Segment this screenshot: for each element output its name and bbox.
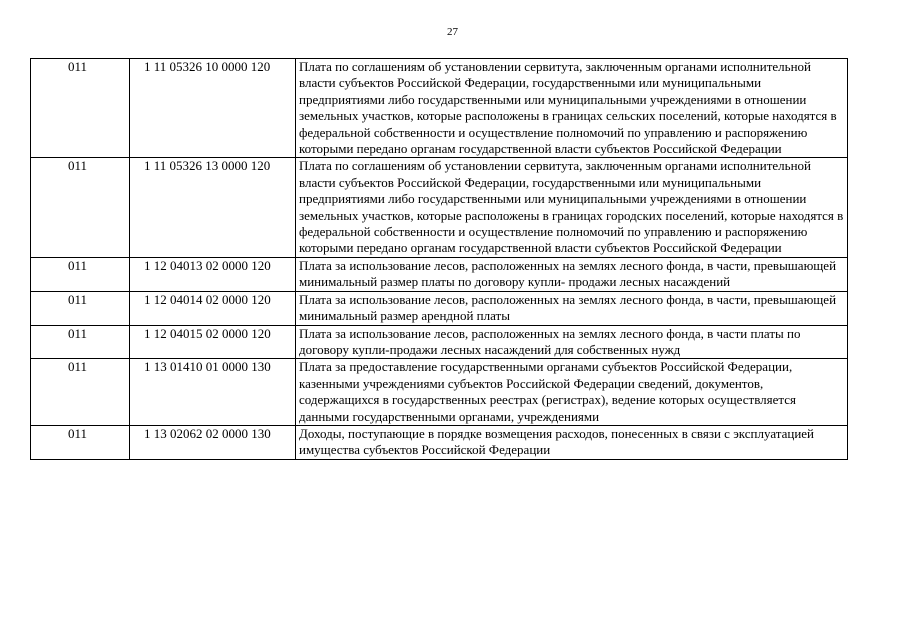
admin-code-cell: 011 <box>31 325 130 359</box>
admin-code-cell: 011 <box>31 257 130 291</box>
table-row <box>31 325 848 359</box>
table-row <box>31 291 848 325</box>
budget-code-cell: 1 13 02062 02 0000 130 <box>130 425 296 459</box>
admin-code-cell: 011 <box>31 359 130 426</box>
budget-code-cell: 1 13 01410 01 0000 130 <box>130 359 296 426</box>
table-row <box>31 59 848 158</box>
page-number: 27 <box>447 26 458 38</box>
admin-code-cell: 011 <box>31 291 130 325</box>
admin-code-cell: 011 <box>31 158 130 257</box>
description-cell: Плата за использование лесов, расположенных на землях лесного фонда, в части, превышающей минимальный размер арендной платы <box>296 291 848 325</box>
budget-code-cell: 1 12 04013 02 0000 120 <box>130 257 296 291</box>
description-cell: Доходы, поступающие в порядке возмещения расходов, понесенных в связи с эксплуатацией имущества субъектов Российской Федерации <box>296 425 848 459</box>
admin-code-cell: 011 <box>31 59 130 158</box>
admin-code-cell: 011 <box>31 425 130 459</box>
table-row <box>31 425 848 459</box>
description-cell: Плата по соглашениям об установлении сервитута, заключенным органами исполнительной власти субъектов Российской Федерации, государственными или муниципальными предприятиями либо государственными или муниципальными учреждениями в отношении земельных участков, которые расположены в границах сельских поселений, которые находятся в федеральной собственности и осуществление полномочий по управлению и распоряжению которыми передано органам государственной власти субъектов Российской Федерации <box>296 59 848 158</box>
table-row <box>31 158 848 257</box>
description-cell: Плата за использование лесов, расположенных на землях лесного фонда, в части платы по договору купли-продажи лесных насаждений для собственных нужд <box>296 325 848 359</box>
budget-code-cell: 1 11 05326 10 0000 120 <box>130 59 296 158</box>
budget-code-cell: 1 12 04014 02 0000 120 <box>130 291 296 325</box>
budget-code-cell: 1 12 04015 02 0000 120 <box>130 325 296 359</box>
description-cell: Плата за предоставление государственными органами субъектов Российской Федерации, казенными учреждениями субъектов Российской Федерации сведений, документов, содержащихся в государственных реестрах (регистрах), ведение которых осуществляется данными государственными органами, учреждениями <box>296 359 848 426</box>
revenue-codes-table <box>30 58 848 460</box>
budget-code-cell: 1 11 05326 13 0000 120 <box>130 158 296 257</box>
table-row <box>31 257 848 291</box>
description-cell: Плата за использование лесов, расположенных на землях лесного фонда, в части, превышающей минимальный размер платы по договору купли- продажи лесных насаждений <box>296 257 848 291</box>
table-row <box>31 359 848 426</box>
description-cell: Плата по соглашениям об установлении сервитута, заключенным органами исполнительной власти субъектов Российской Федерации, государственными или муниципальными предприятиями либо государственными или муниципальными учреждениями в отношении земельных участков, которые расположены в границах городских поселений, которые находятся в федеральной собственности и осуществление полномочий по управлению и распоряжению которыми передано органам государственной власти субъектов Российской Федерации <box>296 158 848 257</box>
